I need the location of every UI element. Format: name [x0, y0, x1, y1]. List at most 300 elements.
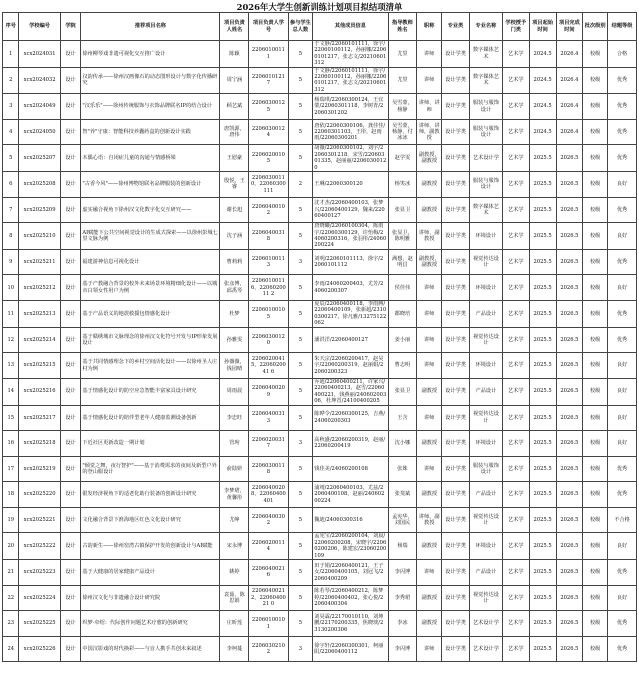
table-cell: 1	[3, 41, 19, 68]
table-cell: 设计	[60, 560, 81, 586]
table-cell: 胡薇/22060300102，刘宇/22060301218，宋雪/22060301335，赵丽丽/22060300120	[314, 145, 387, 171]
table-cell: 沈才杰/22060400103，张梦兴/22060400129，魏来/22060400127	[313, 197, 388, 223]
table-cell: 校级	[583, 378, 608, 405]
table-cell: 副教授	[417, 585, 442, 611]
table-row	[3, 145, 637, 172]
table-cell: 殷悦，王睿	[220, 172, 249, 198]
table-cell: 良好	[608, 275, 637, 301]
table-cell: 潘洪洋/22060400127	[313, 327, 388, 353]
table-cell: 13	[3, 353, 19, 379]
table-cell: 校级	[583, 172, 608, 198]
table-cell: 2026.4	[556, 41, 583, 68]
table-cell: 2026.5	[556, 405, 583, 431]
table-cell: 讲师，讲师	[417, 94, 442, 120]
table-cell: 数字媒体艺术	[469, 41, 502, 68]
table-cell: 11	[3, 301, 19, 328]
table-cell: "汉乐乐"——徐州传统服饰与衣饰品牌联名IP的结合设计	[81, 94, 220, 120]
table-cell: xcx2024032	[19, 67, 60, 94]
table-cell: 艺术学	[502, 41, 529, 68]
table-cell: 讲师，副教授	[417, 223, 442, 250]
table-cell: 2025.5	[529, 353, 556, 379]
table-cell: xcx2024031	[19, 41, 60, 68]
table-cell: 基于产教融合背景的校外未来场景环境精细化设计——以城市白领女性用户为例	[81, 275, 220, 301]
table-cell: xcx2024050	[19, 119, 60, 145]
table-cell: 2025.5	[529, 378, 556, 405]
table-cell: 22060200317	[249, 431, 288, 457]
table-cell: 22060100105	[249, 301, 288, 328]
table-cell: 孟宪华，刘国民	[388, 507, 417, 533]
table-cell: 设计学类	[442, 249, 470, 275]
table-cell: 姚婷	[220, 560, 249, 586]
table-cell: 于文静/22060101111，徐宇/22060100112，孙丽娜/22060101217，张志文/20210601312	[314, 67, 387, 93]
table-cell: 2024.5	[529, 94, 556, 120]
table-cell: 良好	[608, 353, 637, 379]
table-cell: 李柯蔓	[220, 636, 249, 662]
table-cell: 22060400102	[249, 197, 288, 223]
table-cell: 2025.5	[529, 197, 556, 223]
table-cell: 设计学类	[442, 585, 470, 611]
table-cell: 5	[288, 275, 313, 301]
table-cell: 设计	[60, 378, 81, 405]
column-header: 指导教师姓名	[388, 13, 417, 41]
table-cell: 设计学类	[442, 533, 470, 560]
table-cell: 设计学类	[442, 197, 470, 223]
table-cell: 5	[288, 560, 313, 586]
table-cell: AI赋能下公共空间视觉设计的生成式探索——以徐州彭城七里文脉为例	[81, 223, 220, 250]
table-cell: 副教授，副教授	[417, 249, 442, 275]
table-cell: 2026.5	[556, 560, 583, 586]
table-cell: 2025.5	[529, 456, 556, 482]
table-cell: 5	[288, 94, 313, 120]
table-cell: 艺术学	[502, 378, 529, 405]
table-cell: 2024.5	[529, 67, 556, 94]
column-header: 其他成员信息	[313, 13, 388, 41]
table-cell: 校级	[583, 119, 608, 145]
table-cell: 校级	[583, 405, 608, 431]
table-cell: 基于赣绣城市文脉理念的徐州汉文化符号开发与IP形象发展设计	[81, 327, 220, 353]
table-cell: 设计学类	[442, 327, 470, 353]
table-cell: 3	[288, 431, 313, 457]
table-cell: 5	[288, 533, 313, 560]
column-header: 参与学生总人数	[288, 13, 313, 41]
table-cell: 环境设计	[469, 275, 502, 301]
table-cell: 杜梦	[220, 301, 249, 328]
table-cell: xcx2025215	[19, 353, 60, 379]
table-cell: 2025.5	[529, 249, 556, 275]
table-cell: xcx2025208	[19, 172, 60, 198]
table-row	[3, 560, 637, 586]
table-cell: 浦靖/22060400103，尤兹/22060400108，赵丽/24060200224	[313, 482, 388, 508]
table-cell: 沈子涵	[220, 223, 249, 250]
table-row	[3, 67, 637, 94]
table-cell: 环境设计	[469, 223, 502, 250]
table-cell: 讲师	[417, 560, 442, 586]
table-cell: 4	[3, 119, 19, 145]
table-cell: 校级	[583, 145, 608, 172]
table-cell: 设计学类	[442, 94, 470, 120]
table-cell: 校级	[583, 507, 608, 533]
table-cell: 设计	[60, 172, 81, 198]
table-cell: 设计学类	[442, 301, 470, 328]
table-cell: 6	[3, 172, 19, 198]
table-cell: 校级	[583, 585, 608, 611]
table-cell: 曹志明	[388, 353, 417, 379]
table-cell: 艺术学	[502, 197, 529, 223]
table-cell: 环境设计	[469, 533, 502, 560]
table-cell: 良好	[608, 223, 637, 250]
table-cell: 数字媒体艺术	[469, 67, 502, 94]
table-cell: 22060300125	[249, 94, 288, 120]
table-cell: 刘明/22060101113，徐宇/22060101112	[313, 249, 388, 275]
table-cell: 下近社区更新改造一期计划	[81, 431, 220, 457]
table-cell: 副教授，副教授	[417, 145, 442, 172]
table-cell: 校级	[583, 533, 608, 560]
table-cell: 基于共同情感理念下的乡村空间活化设计——以徐州圣人庄村为例	[81, 353, 220, 379]
table-cell: 2025.5	[529, 301, 556, 328]
table-cell: 2	[288, 172, 313, 198]
table-row	[3, 327, 637, 353]
table-cell: 5	[288, 456, 313, 482]
table-row	[3, 611, 637, 637]
table-cell: 讲师，讲师，副教授	[417, 119, 442, 145]
column-header: 项目起始时间	[529, 13, 556, 41]
table-cell: 10	[3, 275, 19, 301]
table-cell: 2026.4	[556, 67, 583, 94]
table-cell: 22060300124	[249, 119, 288, 145]
table-cell: 校级	[583, 482, 608, 508]
table-cell: xcx2025207	[19, 145, 60, 172]
table-row	[3, 378, 637, 405]
table-cell: 2	[3, 67, 19, 94]
column-header: 专业名称	[469, 13, 502, 41]
table-cell: 周雨晨	[220, 378, 249, 405]
table-row	[3, 172, 637, 198]
table-cell: 朱天宗/22060200417，赵昊宇/22060200319，赵丽娟/22060200323	[313, 353, 388, 379]
table-cell: 2025.5	[529, 431, 556, 457]
table-cell: 17	[3, 456, 19, 482]
table-cell: 优秀	[608, 301, 637, 328]
table-cell: 14	[3, 378, 19, 405]
column-header: 项目负责人姓名	[220, 13, 249, 41]
table-cell: 2026.5	[556, 145, 583, 172]
table-cell: 李冰	[388, 611, 417, 637]
table-cell: 讲师	[417, 327, 442, 353]
table-cell: 设计	[60, 94, 81, 120]
table-cell: 环境设计	[469, 431, 502, 457]
table-cell: 设计	[60, 119, 81, 145]
table-cell: 2025.5	[529, 145, 556, 172]
table-cell: 校级	[583, 353, 608, 379]
table-cell: 22060300120	[249, 327, 288, 353]
table-cell: 孙薇薇，钱园晴	[220, 353, 249, 379]
table-cell: 银发经济视角下的适老化助行装备的创新设计研究	[81, 482, 220, 508]
table-cell: 视觉传达设计	[469, 249, 502, 275]
table-cell: 校级	[583, 197, 608, 223]
table-cell: 服装与服饰设计	[469, 94, 502, 120]
table-cell: 7	[3, 197, 19, 223]
table-cell: 2026.5	[556, 431, 583, 457]
table-cell: 优秀	[608, 67, 637, 94]
table-cell: 艺术学	[502, 456, 529, 482]
table-cell: 22060100116，2206020011 2	[249, 275, 288, 301]
table-cell: 22060400208，22060400401	[249, 482, 288, 508]
table-cell: 基于大健康的居家健康产品设计	[81, 560, 220, 586]
table-cell: 2026.5	[556, 533, 583, 560]
table-cell: 2025.5	[529, 172, 556, 198]
table-cell: "倾觉之舞，夜行智护"——基于消费需求的夜间及新型户外的登山服设计	[81, 456, 220, 482]
table-cell: 于文静/22060101111，徐宇/22060100112，孙丽娜/22060101217，张志文/20210601312	[314, 41, 387, 67]
table-cell: 文化融合背景下淮海地区红色文化设计研究	[81, 507, 220, 533]
table-cell: 设计学类	[442, 145, 470, 172]
table-cell: 3	[288, 249, 313, 275]
table-cell: 张显卫，陈明雅	[388, 223, 417, 250]
table-cell: 2025.5	[529, 405, 556, 431]
column-header: 职称	[417, 13, 442, 41]
table-cell: 俞陆妍	[220, 456, 249, 482]
table-cell: 艺术学	[502, 405, 529, 431]
table-cell: 2026.5	[556, 482, 583, 508]
table-cell: 优秀	[608, 456, 637, 482]
table-cell: xcx2025217	[19, 405, 60, 431]
table-cell: 2026.5	[556, 611, 583, 637]
table-cell: 智"养"守康：智能科技养囊药盒的创新设计实践	[81, 119, 220, 145]
table-cell: 22060100113	[249, 249, 288, 275]
table-body	[3, 41, 637, 662]
table-cell: 校级	[583, 275, 608, 301]
table-cell: 15	[3, 405, 19, 431]
table-cell: 2024.5	[529, 119, 556, 145]
table-cell: 徐州柳琴戏非遗可视化交互推广设计	[81, 41, 220, 68]
table-cell: 设计学类	[442, 431, 470, 457]
table-cell: 讲师	[417, 41, 442, 68]
table-cell: 张显卫	[388, 197, 417, 223]
table-cell: 管珣	[220, 431, 249, 457]
table-cell: 宋永博	[220, 533, 249, 560]
table-cell: 设计	[60, 275, 81, 301]
table-cell: 孙雅雯	[220, 327, 249, 353]
table-cell: 19	[3, 507, 19, 533]
table-cell: 高秋盛/22060200319，赵丽/22060200419	[313, 431, 388, 457]
table-cell: 设计学类	[442, 405, 470, 431]
column-header: 推荐项目名称	[81, 13, 220, 41]
table-cell: 2024.5	[529, 41, 556, 68]
table-row	[3, 482, 637, 508]
table-cell: 艺术学	[502, 67, 529, 94]
table-row	[3, 431, 637, 457]
table-cell: 艺术学	[502, 119, 529, 145]
table-cell: 基于产品语义的地震救援包情感化设计	[81, 301, 220, 328]
table-cell: 22060300110，22060300111	[249, 172, 288, 198]
table-cell: 艺术学	[502, 353, 529, 379]
table-cell: 沈小娜	[388, 431, 417, 457]
table-cell: 2026.5	[556, 301, 583, 328]
table-cell: 副教授	[417, 533, 442, 560]
table-cell: 设计	[60, 636, 81, 662]
table-cell: 设计学类	[442, 456, 470, 482]
table-cell: 2025.5	[529, 275, 556, 301]
table-cell: 3	[3, 94, 19, 120]
header-row	[3, 13, 637, 41]
column-header: 项目负责人学号	[249, 13, 288, 41]
column-header: 批次级别	[583, 13, 608, 41]
table-cell: 副教授	[417, 197, 442, 223]
table-cell: 满想，赵明昌	[388, 249, 417, 275]
table-cell: 校级	[583, 327, 608, 353]
table-cell: 尤里	[388, 67, 417, 94]
table-cell: 艺术设计学	[469, 611, 502, 637]
table-cell: 设计学类	[442, 275, 470, 301]
table-cell: 艺术学	[502, 533, 529, 560]
table-cell: 服装与服饰设计	[469, 172, 502, 198]
table-cell: 不合格	[608, 507, 637, 533]
table-cell: 设计学类	[442, 119, 470, 145]
table-cell: 22060400209	[249, 378, 288, 405]
table-cell: 赵学雯	[388, 145, 417, 172]
table-row	[3, 533, 637, 560]
table-cell: 2026.4	[556, 94, 583, 120]
table-cell: 良好	[608, 585, 637, 611]
table-cell: 魏迪/24060300316	[313, 507, 388, 533]
table-cell: 艺术学	[502, 145, 529, 172]
table-cell: 设计学类	[442, 482, 470, 508]
table-cell: 服装与服饰设计	[469, 456, 502, 482]
table-cell: 22060400212，2206040021 0	[249, 585, 288, 611]
table-cell: 设计	[60, 353, 81, 379]
table-cell: 产品设计	[469, 378, 502, 405]
table-cell: 2025.5	[529, 507, 556, 533]
table-cell: 产品设计	[469, 301, 502, 328]
table-cell: 优秀	[608, 249, 637, 275]
table-cell: 中国汉影戏的时代换彩——与盲人携手共创未来叙述	[81, 636, 220, 662]
table-cell: 艺术学	[502, 507, 529, 533]
table-cell: 李闪博	[388, 560, 417, 586]
table-cell: 设计	[60, 405, 81, 431]
table-cell: 设计学类	[442, 67, 470, 94]
table-cell: 5	[288, 611, 313, 637]
table-cell: 5	[288, 197, 313, 223]
table-cell: 设计学类	[442, 223, 470, 250]
table-cell: 设计	[60, 533, 81, 560]
table-cell: 李秀珺	[388, 585, 417, 611]
table-cell: 5	[288, 301, 313, 328]
table-cell: 艺术学	[502, 585, 529, 611]
table-cell: 唐晓曦/22060100304，陈雨宇/22060300129，许怡梅/24060200316，张羽彤/24060200224	[314, 223, 387, 249]
table-cell: 优秀	[608, 636, 637, 662]
table-cell: xcx2025213	[19, 301, 60, 328]
table-cell: 22060100101	[249, 611, 288, 637]
table-cell: 虚实融合视角下徐州汉文化数字化交互研究——	[81, 197, 220, 223]
table-cell: 张彦博，邱禹琴	[220, 275, 249, 301]
table-cell: 陈颖	[220, 41, 249, 68]
table-cell: 5	[288, 585, 313, 611]
document-title: 2026年大学生创新训练计划项目拟结项清单	[236, 2, 403, 12]
table-cell: 设计学类	[442, 353, 470, 379]
table-cell: 9	[3, 249, 19, 275]
table-cell: 周宁涵	[220, 67, 249, 94]
table-row	[3, 405, 637, 431]
table-cell: 艺术学	[502, 327, 529, 353]
table-cell: 刘昊霖/22170010110，刘坤鹏/22170200335，焦晓琰/23130200306	[313, 611, 388, 637]
table-cell: 李忠旺	[220, 405, 249, 431]
column-header: 学院	[60, 13, 81, 41]
table-cell: 5	[288, 353, 313, 379]
table-cell: 张斐斌	[388, 482, 417, 508]
table-cell: 唐依/22060300106，龚佳佳/22060301103，王彤，赵雨雨/22060300201	[313, 119, 388, 145]
table-cell: 袁茹，陈思娟	[220, 585, 249, 611]
table-cell: 徐州汉文化与非遗融合设计研究院	[81, 585, 220, 611]
table-cell: 环境设计	[469, 353, 502, 379]
table-cell: 2026.5	[556, 249, 583, 275]
table-cell: 艺术学	[502, 223, 529, 250]
table-row	[3, 636, 637, 662]
table-cell: 讲师	[417, 301, 442, 328]
column-header: 序号	[3, 13, 19, 41]
table-cell: 优秀	[608, 145, 637, 172]
table-cell: xcx2025214	[19, 327, 60, 353]
table-row	[3, 275, 637, 301]
table-cell: 讲师	[417, 353, 442, 379]
table-cell: 5	[288, 482, 313, 508]
table-cell: 23	[3, 611, 19, 637]
table-cell: 设计	[60, 456, 81, 482]
table-cell: 2025.5	[529, 636, 556, 662]
table-cell: 2025.5	[529, 533, 556, 560]
table-header	[3, 13, 637, 41]
table-cell: 2025.5	[529, 611, 556, 637]
table-cell: 汉韵传承——徐州汉画像石的动态图形设计与数字化传播研究	[81, 67, 220, 94]
table-cell: 22060200105	[249, 145, 288, 172]
table-cell: 陈若琴/22060400212，陈梦婷/22060400402，张心悦/22060400304	[313, 585, 388, 611]
table-cell: 设计学类	[442, 172, 470, 198]
table-cell: 设计	[60, 249, 81, 275]
table-cell: xcx2025212	[19, 275, 60, 301]
column-header: 结题等级	[608, 13, 637, 41]
table-row	[3, 507, 637, 533]
table-cell: 设计学类	[442, 560, 470, 586]
table-cell: 校级	[583, 94, 608, 120]
table-cell: 杨笑冰	[388, 172, 417, 198]
table-cell: 王琳/22060300120	[313, 172, 388, 198]
table-cell: 12	[3, 327, 19, 353]
table-cell: 服装与服饰设计	[469, 119, 502, 145]
table-cell: 视觉传达设计	[469, 585, 502, 611]
table-cell: 2026.5	[556, 378, 583, 405]
table-cell: 讲师	[417, 636, 442, 662]
table-cell: 2026.5	[556, 456, 583, 482]
table-cell: 李梦珺，黄馨彤	[220, 482, 249, 508]
table-cell: 2025.5	[529, 223, 556, 250]
table-cell: 良好	[608, 172, 637, 198]
table-cell: 尤里	[388, 41, 417, 68]
table-cell: 设计	[60, 67, 81, 94]
column-header: 学校编号	[19, 13, 60, 41]
table-cell: 视觉传达设计	[469, 405, 502, 431]
table-cell: 22060400313	[249, 405, 288, 431]
table-cell: 讲师	[417, 456, 442, 482]
table-row	[3, 119, 637, 145]
table-cell: xcx2025223	[19, 560, 60, 586]
table-cell: 设计	[60, 223, 81, 250]
table-cell: 谢长旭	[220, 197, 249, 223]
table-cell: 2026.5	[556, 585, 583, 611]
table-cell: 5	[288, 405, 313, 431]
table-cell: 产品设计	[469, 482, 502, 508]
table-cell: 2025.5	[529, 585, 556, 611]
table-cell: 田于娟/22060400121，王子女/22060400105，刘冠飞/22060400209	[313, 560, 388, 586]
table-cell: 陈晔令/22060300125，吉燕/24060200303	[313, 405, 388, 431]
table-cell: 5	[288, 223, 313, 250]
table-cell: 2026.5	[556, 197, 583, 223]
